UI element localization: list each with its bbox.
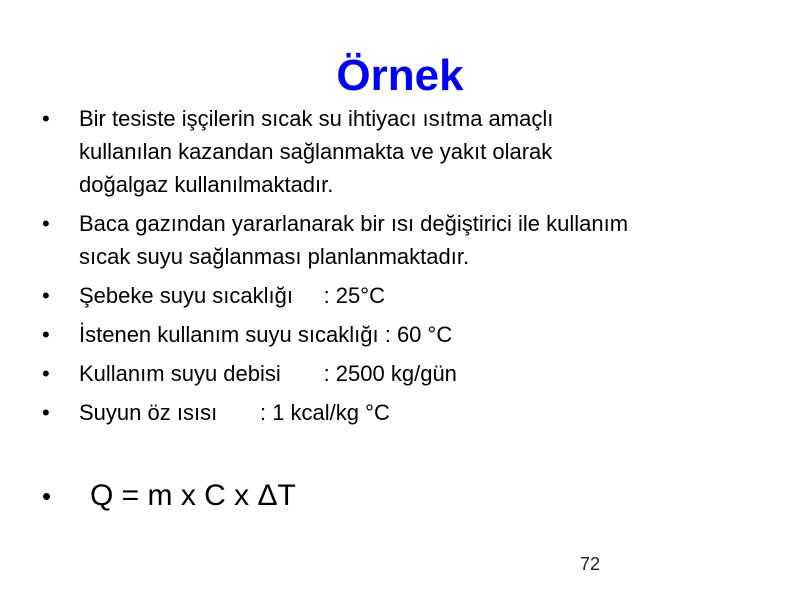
parameter-value: : 25°C — [323, 283, 385, 308]
parameter-value: : 60 °C — [384, 322, 453, 347]
parameter-label: İstenen kullanım suyu sıcaklığı — [79, 322, 379, 347]
slide-title: Örnek — [336, 51, 464, 100]
bullet-list — [42, 102, 762, 435]
bullet-item-water-flow-rate — [42, 357, 762, 390]
bullet-item-mains-water-temperature — [42, 279, 762, 312]
bullet-icon: • — [42, 322, 50, 347]
parameter-value: : 1 kcal/kg °C — [259, 400, 390, 425]
heat-formula: Q = m x C x ΔT — [90, 479, 296, 512]
parameter-label: Şebeke suyu sıcaklığı — [79, 283, 294, 308]
bullet-line: doğalgaz kullanılmaktadır. — [79, 172, 334, 197]
bullet-icon: • — [42, 211, 50, 236]
bullet-icon: • — [42, 283, 50, 308]
page-number: 72 — [580, 554, 601, 574]
parameter-label: Suyun öz ısısı — [79, 400, 218, 425]
bullet-icon: • — [42, 481, 52, 511]
bullet-line: kullanılan kazandan sağlanmakta ve yakıt olarak — [79, 139, 553, 164]
bullet-item-required-water-temperature — [42, 318, 762, 351]
bullet-line: sıcak suyu sağlanması planlanmaktadır. — [79, 244, 470, 269]
parameter-value: : 2500 kg/gün — [323, 361, 457, 386]
bullet-line: Bir tesiste işçilerin sıcak su ihtiyacı ısıtma amaçlı — [79, 106, 554, 131]
bullet-item-facility — [42, 102, 762, 201]
bullet-line: Baca gazından yararlanarak bir ısı değiştirici ile kullanım — [79, 211, 629, 236]
bullet-item-flue-gas — [42, 207, 762, 273]
parameter-label: Kullanım suyu debisi — [79, 361, 281, 386]
bullet-item-specific-heat — [42, 396, 762, 429]
formula-bullet — [42, 474, 296, 518]
bullet-icon: • — [42, 400, 50, 425]
bullet-icon: • — [42, 106, 50, 131]
bullet-icon: • — [42, 361, 50, 386]
